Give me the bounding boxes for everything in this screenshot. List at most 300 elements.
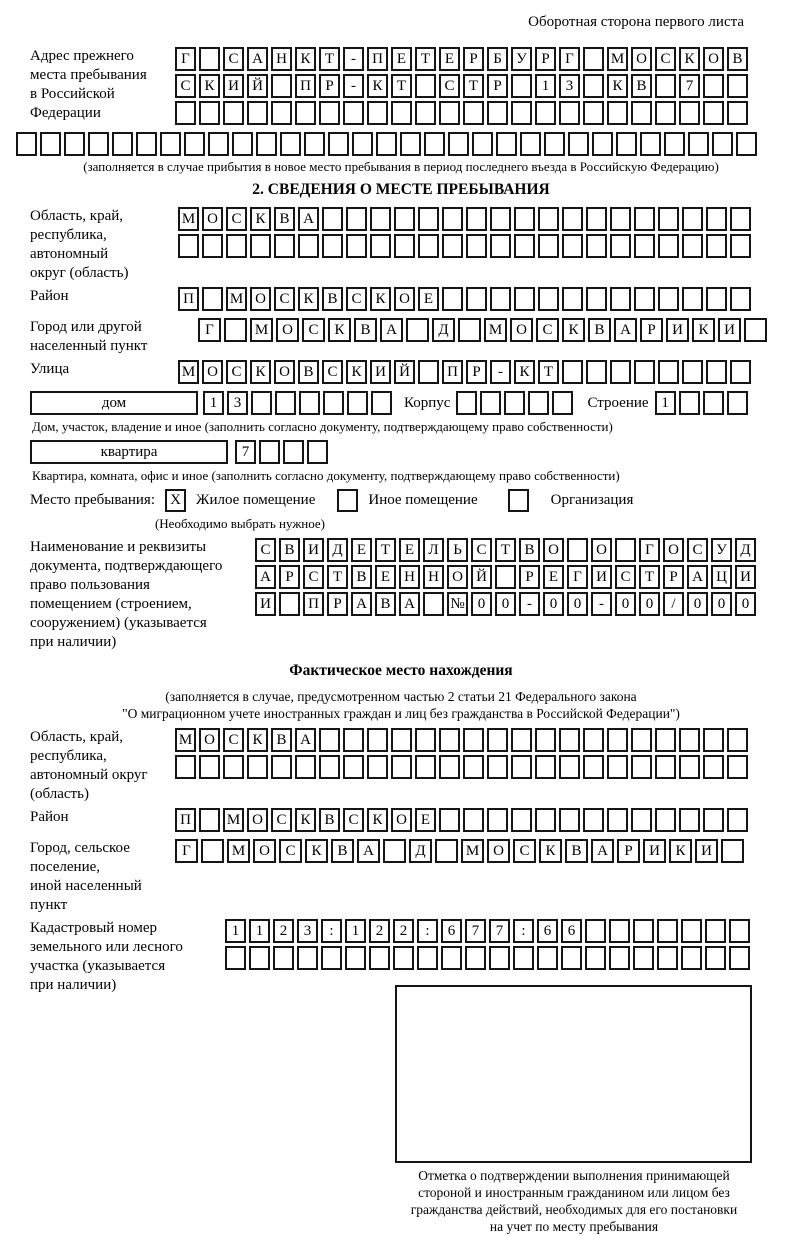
char-box: [658, 207, 679, 231]
char-box: [655, 74, 676, 98]
char-box: №: [447, 592, 468, 616]
char-box: [406, 318, 429, 342]
char-box: [682, 287, 703, 311]
char-box: [487, 728, 508, 752]
char-box: [466, 287, 487, 311]
char-box: А: [399, 592, 420, 616]
char-box: [504, 391, 525, 415]
char-box: 0: [711, 592, 732, 616]
char-box: В: [319, 808, 340, 832]
stay-type-checkbox-other: [337, 489, 358, 512]
label-line: гражданства действий, необходимых для его постановки: [410, 1202, 738, 1217]
char-box: Т: [495, 538, 516, 562]
char-box: Т: [375, 538, 396, 562]
char-box: М: [227, 839, 250, 863]
stay-type-note: (Необходимо выбрать нужное): [154, 516, 326, 531]
char-box: О: [202, 207, 223, 231]
char-box: Е: [439, 47, 460, 71]
cadastral-rows: [225, 919, 772, 973]
char-box: Т: [327, 565, 348, 589]
label-line: участка (указывается: [30, 958, 166, 974]
char-box: С: [274, 287, 295, 311]
char-box: К: [370, 287, 391, 311]
char-box: Р: [463, 47, 484, 71]
char-box: [323, 391, 344, 415]
char-box: П: [442, 360, 463, 384]
char-box: [394, 207, 415, 231]
char-box: [679, 728, 700, 752]
char-box: [721, 839, 744, 863]
document-field: [30, 538, 772, 652]
label-line: стороной и иностранным гражданином или лицом без: [418, 1185, 730, 1200]
char-box: Т: [319, 47, 340, 71]
char-box: [64, 132, 85, 156]
stroenie-label: Строение: [587, 394, 649, 411]
char-box: Д: [409, 839, 432, 863]
char-box: [418, 360, 439, 384]
char-box: П: [303, 592, 324, 616]
char-box: [391, 101, 412, 125]
char-box: [535, 755, 556, 779]
char-box: [727, 728, 748, 752]
char-box: [298, 234, 319, 258]
char-box: И: [718, 318, 741, 342]
char-box: П: [178, 287, 199, 311]
char-box: [225, 946, 246, 970]
char-box: М: [175, 728, 196, 752]
region2-field: [30, 728, 772, 804]
prev-address-field: [30, 47, 772, 128]
char-box: [744, 318, 767, 342]
char-box: [283, 440, 304, 464]
char-box: О: [447, 565, 468, 589]
document-rows: [255, 538, 772, 619]
char-box: С: [175, 74, 196, 98]
char-box: [271, 755, 292, 779]
char-box: А: [298, 207, 319, 231]
char-box: :: [513, 919, 534, 943]
char-box: [616, 132, 637, 156]
house-row: [30, 391, 772, 415]
char-box: [328, 132, 349, 156]
char-box: [418, 234, 439, 258]
char-box: Г: [559, 47, 580, 71]
char-box: В: [375, 592, 396, 616]
char-box: С: [303, 565, 324, 589]
char-box: [730, 287, 751, 311]
char-box: [634, 207, 655, 231]
char-box: [463, 808, 484, 832]
label-line: автономный: [30, 246, 109, 262]
char-box: М: [178, 207, 199, 231]
char-box: К: [250, 360, 271, 384]
char-box: [706, 287, 727, 311]
char-box: [202, 234, 223, 258]
char-box: [511, 101, 532, 125]
district-label: Район: [30, 288, 69, 304]
char-box: [640, 132, 661, 156]
char-box: [633, 919, 654, 943]
char-box: [631, 101, 652, 125]
char-box: Р: [617, 839, 640, 863]
char-box: Р: [319, 74, 340, 98]
char-box: -: [591, 592, 612, 616]
char-box: [535, 808, 556, 832]
char-box: [394, 234, 415, 258]
char-box: О: [631, 47, 652, 71]
region2-label: [30, 728, 175, 804]
document-row-3: [255, 592, 772, 616]
char-box: [615, 538, 636, 562]
char-box: К: [669, 839, 692, 863]
char-box: Н: [271, 47, 292, 71]
prev-address-note: (заполняется в случае прибытия в новое место пребывания в период последнего въезда в Российскую Федерацию): [83, 159, 719, 174]
char-box: К: [199, 74, 220, 98]
char-box: Р: [663, 565, 684, 589]
char-box: М: [178, 360, 199, 384]
char-box: [657, 919, 678, 943]
char-box: [472, 132, 493, 156]
char-box: Е: [418, 287, 439, 311]
char-box: [583, 728, 604, 752]
char-box: Й: [394, 360, 415, 384]
char-box: [280, 132, 301, 156]
char-box: 0: [567, 592, 588, 616]
char-box: Т: [391, 74, 412, 98]
char-box: К: [295, 808, 316, 832]
char-box: [730, 207, 751, 231]
char-box: [496, 132, 517, 156]
char-box: [343, 101, 364, 125]
char-box: [184, 132, 205, 156]
char-box: [730, 360, 751, 384]
char-box: Е: [415, 808, 436, 832]
char-box: С: [343, 808, 364, 832]
char-box: [367, 728, 388, 752]
char-box: [439, 808, 460, 832]
char-box: [175, 755, 196, 779]
char-box: [16, 132, 37, 156]
char-box: [178, 234, 199, 258]
char-box: [418, 207, 439, 231]
char-box: К: [247, 728, 268, 752]
street-row: [178, 360, 772, 384]
char-box: И: [223, 74, 244, 98]
char-box: [727, 755, 748, 779]
char-box: [487, 101, 508, 125]
char-box: [658, 234, 679, 258]
apartment-note: Квартира, комната, офис и иное (заполнить согласно документу, подтверждающему право собственности): [32, 468, 620, 483]
char-box: К: [679, 47, 700, 71]
char-box: [466, 234, 487, 258]
char-box: [465, 946, 486, 970]
label-line: республика,: [30, 748, 107, 764]
char-box: В: [351, 565, 372, 589]
char-box: Б: [487, 47, 508, 71]
char-box: И: [643, 839, 666, 863]
char-box: [727, 808, 748, 832]
char-box: С: [223, 47, 244, 71]
char-box: [345, 946, 366, 970]
char-box: [400, 132, 421, 156]
char-box: К: [298, 287, 319, 311]
char-box: [559, 728, 580, 752]
char-box: [463, 755, 484, 779]
char-box: С: [536, 318, 559, 342]
char-box: [535, 728, 556, 752]
char-box: И: [591, 565, 612, 589]
actual-location-title: Фактическое место нахождения: [289, 662, 513, 679]
district-row: [178, 287, 772, 311]
char-box: 7: [235, 440, 256, 464]
char-box: [655, 728, 676, 752]
label-line: Область, край,: [30, 208, 124, 224]
char-box: И: [695, 839, 718, 863]
house-cells: [203, 391, 392, 415]
char-box: Р: [279, 565, 300, 589]
char-box: С: [513, 839, 536, 863]
char-box: [424, 132, 445, 156]
char-box: [706, 207, 727, 231]
char-box: [343, 728, 364, 752]
char-box: В: [279, 538, 300, 562]
char-box: Ц: [711, 565, 732, 589]
char-box: Т: [415, 47, 436, 71]
char-box: 1: [535, 74, 556, 98]
char-box: [559, 808, 580, 832]
char-box: О: [253, 839, 276, 863]
char-box: [561, 946, 582, 970]
char-box: И: [666, 318, 689, 342]
house-note: Дом, участок, владение и иное (заполнить согласно документу, подтверждающему право собственности): [32, 419, 613, 434]
char-box: А: [614, 318, 637, 342]
char-box: [441, 946, 462, 970]
char-box: [729, 919, 750, 943]
char-box: [679, 101, 700, 125]
char-box: В: [565, 839, 588, 863]
char-box: К: [514, 360, 535, 384]
char-box: [199, 755, 220, 779]
char-box: О: [703, 47, 724, 71]
char-box: [559, 755, 580, 779]
char-box: [727, 101, 748, 125]
char-box: [634, 287, 655, 311]
char-box: [607, 728, 628, 752]
char-box: [490, 207, 511, 231]
char-box: Г: [198, 318, 221, 342]
char-box: [520, 132, 541, 156]
city2-label: [30, 839, 175, 915]
char-box: О: [663, 538, 684, 562]
char-box: [458, 318, 481, 342]
label-line: республика,: [30, 227, 107, 243]
char-box: [442, 234, 463, 258]
char-box: 1: [203, 391, 224, 415]
char-box: [703, 755, 724, 779]
char-box: У: [711, 538, 732, 562]
district2-field: [30, 808, 772, 835]
korpus-cells: [456, 391, 573, 415]
label-line: право пользования: [30, 577, 150, 593]
label-line: (область): [30, 786, 89, 802]
label-line: населенный пункт: [30, 338, 148, 354]
stay-type-checkbox-residential: X: [165, 489, 186, 512]
char-box: [609, 919, 630, 943]
char-box: К: [607, 74, 628, 98]
char-box: [562, 207, 583, 231]
apartment-cells: [235, 440, 328, 464]
char-box: [679, 808, 700, 832]
char-box: [703, 808, 724, 832]
char-box: [682, 360, 703, 384]
char-box: Й: [471, 565, 492, 589]
char-box: [307, 440, 328, 464]
char-box: [511, 755, 532, 779]
char-box: 7: [489, 919, 510, 943]
document-row-1: [255, 538, 772, 562]
actual-location-note: [30, 688, 772, 722]
char-box: Е: [391, 47, 412, 71]
char-box: [370, 207, 391, 231]
stay-type-option-residential: Жилое помещение: [196, 492, 316, 508]
char-box: [610, 287, 631, 311]
char-box: 7: [465, 919, 486, 943]
char-box: [415, 74, 436, 98]
char-box: [322, 234, 343, 258]
char-box: [415, 101, 436, 125]
char-box: М: [250, 318, 273, 342]
char-box: :: [321, 919, 342, 943]
char-box: [514, 207, 535, 231]
char-box: [442, 207, 463, 231]
stay-type-label: Место пребывания:: [30, 492, 155, 508]
char-box: Н: [399, 565, 420, 589]
char-box: 2: [369, 919, 390, 943]
char-box: [247, 755, 268, 779]
char-box: [274, 234, 295, 258]
char-box: С: [615, 565, 636, 589]
char-box: [346, 207, 367, 231]
char-box: [322, 207, 343, 231]
label-line: на учет по месту пребывания: [489, 1219, 659, 1234]
char-box: [657, 946, 678, 970]
char-box: -: [343, 74, 364, 98]
char-box: О: [391, 808, 412, 832]
char-box: М: [461, 839, 484, 863]
char-box: А: [255, 565, 276, 589]
char-box: [729, 946, 750, 970]
char-box: С: [687, 538, 708, 562]
char-box: О: [543, 538, 564, 562]
char-box: [634, 234, 655, 258]
char-box: [273, 946, 294, 970]
char-box: [631, 808, 652, 832]
char-box: [583, 808, 604, 832]
street-label: Улица: [30, 361, 70, 377]
char-box: [585, 946, 606, 970]
char-box: П: [295, 74, 316, 98]
char-box: [538, 287, 559, 311]
char-box: А: [351, 592, 372, 616]
char-box: -: [519, 592, 540, 616]
char-box: К: [295, 47, 316, 71]
char-box: С: [655, 47, 676, 71]
char-box: М: [223, 808, 244, 832]
char-box: [514, 234, 535, 258]
label-line: при наличии): [30, 634, 117, 650]
char-box: [583, 47, 604, 71]
char-box: О: [247, 808, 268, 832]
label-line: сооружением) (указывается: [30, 615, 207, 631]
label-line: в Российской: [30, 86, 115, 102]
char-box: [583, 755, 604, 779]
district-field: [30, 287, 772, 314]
char-box: В: [727, 47, 748, 71]
char-box: [607, 755, 628, 779]
region-rows: [178, 207, 772, 261]
char-box: [88, 132, 109, 156]
char-box: [199, 101, 220, 125]
char-box: Д: [735, 538, 756, 562]
region-label: [30, 207, 178, 283]
char-box: 3: [227, 391, 248, 415]
char-box: [226, 234, 247, 258]
char-box: [655, 101, 676, 125]
char-box: [705, 946, 726, 970]
char-box: 6: [441, 919, 462, 943]
label-line: Кадастровый номер: [30, 920, 157, 936]
char-box: А: [247, 47, 268, 71]
district2-label: Район: [30, 809, 69, 825]
char-box: [40, 132, 61, 156]
char-box: Г: [175, 839, 198, 863]
char-box: [607, 101, 628, 125]
char-box: Р: [487, 74, 508, 98]
char-box: [681, 946, 702, 970]
char-box: [247, 101, 268, 125]
char-box: [319, 101, 340, 125]
char-box: [271, 101, 292, 125]
char-box: 6: [537, 919, 558, 943]
section2-title: 2. СВЕДЕНИЯ О МЕСТЕ ПРЕБЫВАНИЯ: [252, 181, 550, 198]
stay-type-checkbox-organization: [508, 489, 529, 512]
prev-address-label: [30, 47, 175, 123]
char-box: О: [394, 287, 415, 311]
label-line: Отметка о подтверждении выполнения принимающей: [418, 1168, 730, 1183]
char-box: [352, 132, 373, 156]
char-box: [631, 755, 652, 779]
char-box: [295, 101, 316, 125]
char-box: К: [328, 318, 351, 342]
cadastral-field: [30, 919, 772, 995]
char-box: [730, 234, 751, 258]
char-box: [371, 391, 392, 415]
char-box: [562, 287, 583, 311]
char-box: [367, 755, 388, 779]
char-box: [703, 101, 724, 125]
char-box: [712, 132, 733, 156]
char-box: В: [519, 538, 540, 562]
char-box: Е: [543, 565, 564, 589]
char-box: П: [367, 47, 388, 71]
char-box: О: [591, 538, 612, 562]
char-box: М: [607, 47, 628, 71]
label-line: Область, край,: [30, 729, 124, 745]
korpus-label: Корпус: [404, 394, 451, 411]
street-field: [30, 360, 772, 387]
char-box: [202, 287, 223, 311]
char-box: В: [271, 728, 292, 752]
